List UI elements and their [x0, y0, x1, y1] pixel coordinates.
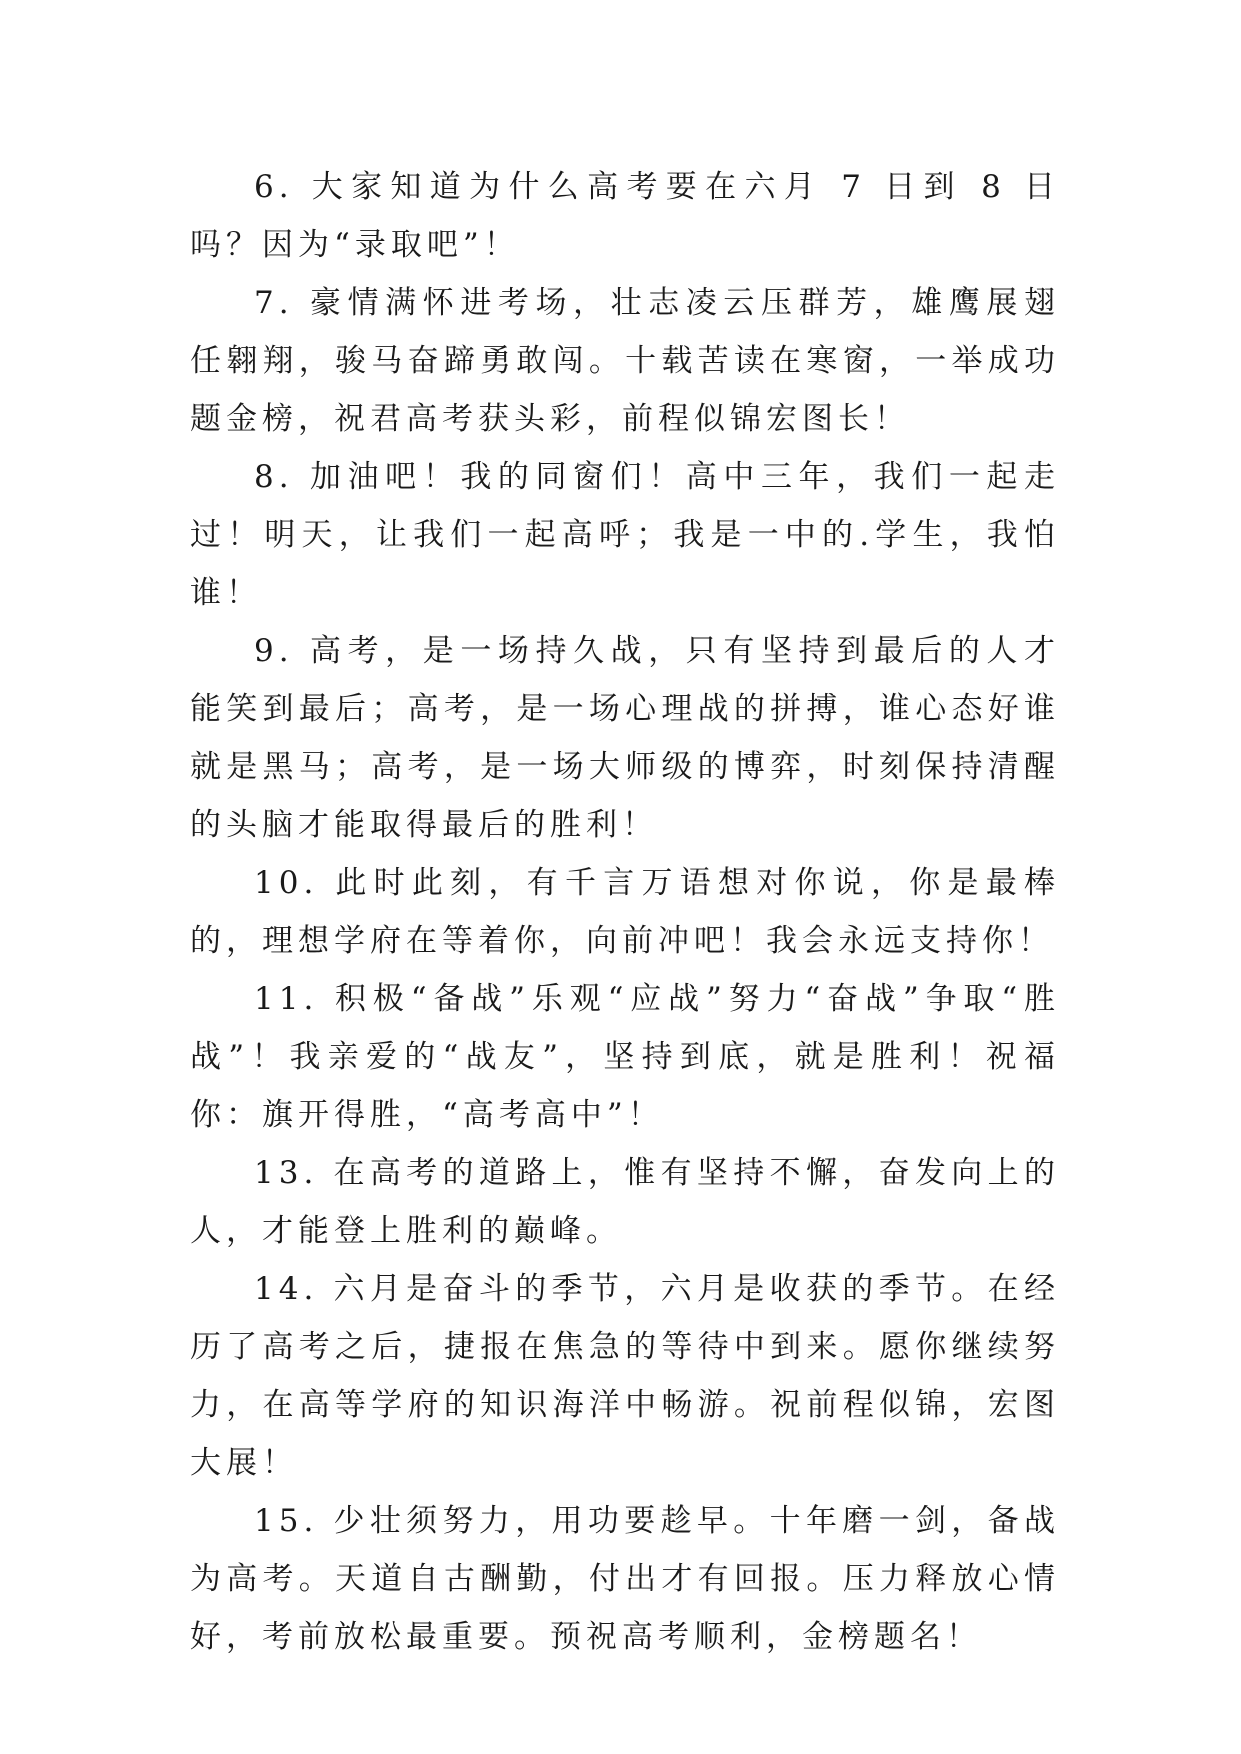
paragraph-text: 15. 少壮须努力，用功要趁早。十年磨一剑，备战为高考。天道自古酬勤，付出才有回报。压力释放心情好，考前放松最重要。预祝高考顺利，金榜题名！: [190, 1503, 1060, 1655]
paragraph-text: 9. 高考，是一场持久战，只有坚持到最后的人才能笑到最后；高考，是一场心理战的拼搏，谁心态好谁就是黑马；高考，是一场大师级的博弈，时刻保持清醒的头脑才能取得最后的胜利！: [190, 633, 1060, 843]
paragraph-10: [190, 854, 1060, 970]
paragraph-11: [190, 970, 1060, 1144]
paragraph-text: 8. 加油吧！我的同窗们！高中三年，我们一起走过！明天，让我们一起高呼；我是一中的.学生，我怕谁！: [190, 459, 1060, 611]
paragraph-7: [190, 274, 1060, 448]
paragraph-text: 13. 在高考的道路上，惟有坚持不懈，奋发向上的人，才能登上胜利的巅峰。: [190, 1155, 1060, 1249]
paragraph-6: [190, 158, 1060, 274]
paragraph-text: 6. 大家知道为什么高考要在六月 7 日到 8 日吗？因为“录取吧”！: [190, 169, 1060, 263]
paragraph-14: [190, 1260, 1060, 1492]
paragraph-text: 14. 六月是奋斗的季节，六月是收获的季节。在经历了高考之后，捷报在焦急的等待中到来。愿你继续努力，在高等学府的知识海洋中畅游。祝前程似锦，宏图大展！: [190, 1271, 1060, 1481]
paragraph-9: [190, 622, 1060, 854]
document-body: [190, 158, 1060, 1666]
paragraph-15: [190, 1492, 1060, 1666]
paragraph-text: 7. 豪情满怀进考场，壮志凌云压群芳，雄鹰展翅任翱翔，骏马奋蹄勇敢闯。十载苦读在寒窗，一举成功题金榜，祝君高考获头彩，前程似锦宏图长！: [190, 285, 1060, 437]
paragraph-text: 10. 此时此刻，有千言万语想对你说，你是最棒的，理想学府在等着你，向前冲吧！我会永远支持你！: [190, 865, 1060, 959]
paragraph-text: 11. 积极“备战”乐观“应战”努力“奋战”争取“胜战”！我亲爱的“战友”，坚持到底，就是胜利！祝福你：旗开得胜，“高考高中”！: [190, 981, 1060, 1133]
paragraph-13: [190, 1144, 1060, 1260]
paragraph-8: [190, 448, 1060, 622]
